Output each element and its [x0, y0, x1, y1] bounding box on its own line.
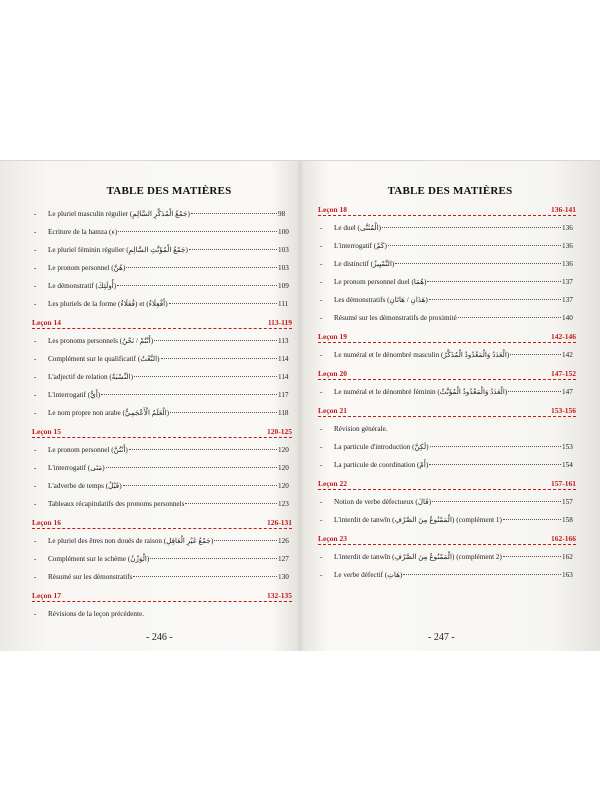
right-page	[318, 185, 576, 584]
entry-page-number: 153	[562, 443, 573, 451]
entry-page-number: 123	[278, 500, 289, 508]
lesson-label: Leçon 14	[32, 318, 61, 327]
entry-title: Le pronom personnel (أَنْتُنَّ)	[48, 446, 128, 454]
toc-entry	[318, 566, 576, 584]
lesson-header	[318, 406, 576, 417]
toc-entry	[32, 205, 292, 223]
toc-entry	[32, 332, 292, 350]
entry-title: Le numéral et le dénombré féminin (الْعَدَدُ وَالْمَعْدُودُ الْمُؤَنَّثُ)	[334, 388, 508, 396]
lesson-header	[318, 332, 576, 343]
lesson-label: Leçon 15	[32, 427, 61, 436]
entry-bullet: -	[34, 337, 37, 345]
entry-title: Les démonstratifs (هَذَانِ / هَاتَانِ)	[334, 296, 428, 304]
entry-title: Le pronom personnel (هُنَّ)	[48, 264, 126, 272]
entry-bullet: -	[320, 498, 323, 506]
lesson-page-range: 126-131	[267, 518, 292, 527]
dot-leader	[170, 412, 277, 413]
entry-title: Résumé sur les démonstratifs	[48, 573, 133, 581]
entry-title: Les pronoms personnels (أَنْتُمْ / نَحْنُ)	[48, 337, 154, 345]
entry-bullet: -	[34, 464, 37, 472]
toc-entry	[318, 291, 576, 309]
entry-title: Le distinctif (التَّمْيِيزُ)	[334, 260, 395, 268]
entry-title: Révision générale.	[334, 425, 388, 433]
entry-bullet: -	[34, 537, 37, 545]
entry-title: Résumé sur les démonstratifs de proximité	[334, 314, 457, 322]
entry-title: Ecriture de la hamza (ء)	[48, 228, 118, 236]
entry-page-number: 114	[278, 355, 289, 363]
toc-entry	[318, 219, 576, 237]
entry-title: Le duel (الْمُثَنَّى)	[334, 224, 382, 232]
toc-entry	[32, 241, 292, 259]
entry-title: Tableaux récapitulatifs des pronoms personnels	[48, 500, 185, 508]
entry-page-number: 120	[278, 482, 289, 490]
entry-page-number: 158	[562, 516, 573, 524]
entry-page-number: 140	[562, 314, 573, 322]
toc-entry	[318, 273, 576, 291]
entry-page-number: 120	[278, 446, 289, 454]
entry-page-number: 114	[278, 373, 289, 381]
entry-title: Les pluriels de la forme (فُعَلَاءُ) et (أَفْعِلَاءُ)	[48, 300, 168, 308]
entry-bullet: -	[34, 391, 37, 399]
dot-leader	[133, 576, 277, 577]
entry-bullet: -	[34, 228, 37, 236]
dot-leader	[503, 519, 561, 520]
lesson-label: Leçon 18	[318, 205, 347, 214]
dot-leader	[403, 574, 561, 575]
toc-entry	[318, 511, 576, 529]
right-page-title: TABLE DES MATIÈRES	[387, 185, 513, 197]
entry-page-number: 137	[562, 296, 573, 304]
dot-leader	[510, 354, 561, 355]
entry-title: Complément sur le qualificatif (النَّعْتُ)	[48, 355, 160, 363]
entry-bullet: -	[320, 553, 323, 561]
lesson-label: Leçon 17	[32, 591, 61, 600]
left-page	[32, 185, 292, 623]
left-page-title: TABLE DES MATIÈRES	[106, 185, 232, 197]
lesson-page-range: 120-125	[267, 427, 292, 436]
entry-page-number: 136	[562, 242, 573, 250]
dot-leader	[123, 485, 277, 486]
lesson-label: Leçon 20	[318, 369, 347, 378]
lesson-page-range: 132-135	[267, 591, 292, 600]
lesson-header	[318, 369, 576, 380]
entry-page-number: 130	[278, 573, 289, 581]
dot-leader	[388, 245, 561, 246]
toc-entry	[32, 259, 292, 277]
entry-title: La particule d'introduction (لَكِنَّ)	[334, 443, 429, 451]
dot-leader	[429, 299, 561, 300]
dot-leader	[432, 501, 561, 502]
toc-entry	[318, 309, 576, 327]
entry-bullet: -	[320, 314, 323, 322]
lesson-label: Leçon 19	[318, 332, 347, 341]
entry-title: Le pronom personnel duel (هُمَا)	[334, 278, 427, 286]
dot-leader	[150, 558, 277, 559]
entry-page-number: 127	[278, 555, 289, 563]
entry-title: Le nom propre non arabe (الْعَلَمُ الْأَعْجَمِيُّ)	[48, 409, 170, 417]
entry-bullet: -	[34, 610, 37, 618]
entry-bullet: -	[320, 260, 323, 268]
dot-leader	[169, 303, 277, 304]
entry-title: Notion de verbe défectueux (قَالَ)	[334, 498, 432, 506]
entry-bullet: -	[34, 264, 37, 272]
entry-title: Le démonstratif (أُولَئِكَ)	[48, 282, 117, 290]
toc-entry	[32, 568, 292, 586]
dot-leader	[382, 227, 561, 228]
entry-bullet: -	[34, 246, 37, 254]
entry-bullet: -	[320, 296, 323, 304]
lesson-header	[32, 518, 292, 529]
entry-title: L'interrogatif (مَتَى)	[48, 464, 105, 472]
entry-page-number: 163	[562, 571, 573, 579]
entry-title: La particule de coordination (أَمْ)	[334, 461, 429, 469]
entry-page-number: 136	[562, 260, 573, 268]
dot-leader	[106, 467, 277, 468]
entry-title: L'adjectif de relation (النِّسْبَةُ)	[48, 373, 133, 381]
entry-bullet: -	[320, 242, 323, 250]
dot-leader	[134, 376, 277, 377]
entry-page-number: 142	[562, 351, 573, 359]
entry-page-number: 103	[278, 264, 289, 272]
entry-bullet: -	[320, 351, 323, 359]
entry-page-number: 117	[278, 391, 289, 399]
dot-leader	[101, 394, 277, 395]
toc-entry	[32, 605, 292, 623]
entry-bullet: -	[34, 300, 37, 308]
toc-entry	[318, 346, 576, 364]
lesson-label: Leçon 16	[32, 518, 61, 527]
dot-leader	[427, 281, 561, 282]
entry-page-number: 111	[278, 300, 289, 308]
entry-page-number: 136	[562, 224, 573, 232]
dot-leader	[191, 213, 277, 214]
toc-entry	[318, 237, 576, 255]
entry-page-number: 103	[278, 246, 289, 254]
entry-bullet: -	[320, 278, 323, 286]
entry-page-number: 157	[562, 498, 573, 506]
lesson-page-range: 147-152	[551, 369, 576, 378]
toc-entry	[32, 295, 292, 313]
entry-bullet: -	[34, 500, 37, 508]
lesson-page-range: 157-161	[551, 479, 576, 488]
entry-bullet: -	[320, 224, 323, 232]
entry-title: L'interdit de tanwîn (الْمَمْنُوعُ مِنَ الصَّرْفِ) (complément 1)	[334, 516, 502, 524]
entry-page-number: 113	[278, 337, 289, 345]
lesson-page-range: 136-141	[551, 205, 576, 214]
dot-leader	[503, 556, 561, 557]
right-page-number: - 247 -	[428, 632, 455, 643]
toc-entry	[318, 456, 576, 474]
dot-leader	[161, 358, 277, 359]
lesson-page-range: 153-156	[551, 406, 576, 415]
lesson-header	[32, 427, 292, 438]
entry-page-number: 126	[278, 537, 289, 545]
dot-leader	[185, 503, 277, 504]
dot-leader	[395, 263, 561, 264]
entry-page-number: 109	[278, 282, 289, 290]
entry-bullet: -	[320, 571, 323, 579]
entry-title: Le pluriel des êtres non doués de raison (جَمْعُ غَيْرِ الْعَاقِلِ)	[48, 537, 214, 545]
left-toc-list	[32, 205, 292, 623]
dot-leader	[458, 317, 561, 318]
lesson-header	[318, 534, 576, 545]
right-toc-list	[318, 205, 576, 584]
entry-title: Le verbe défectif (هَاتِ)	[334, 571, 403, 579]
entry-bullet: -	[320, 461, 323, 469]
dot-leader	[429, 464, 561, 465]
lesson-header	[32, 318, 292, 329]
entry-bullet: -	[320, 516, 323, 524]
toc-entry	[32, 404, 292, 422]
entry-page-number: 162	[562, 553, 573, 561]
lesson-page-range: 113-119	[267, 318, 292, 327]
dot-leader	[430, 446, 561, 447]
dot-leader	[508, 391, 561, 392]
entry-title: Le pluriel masculin régulier (جَمْعُ الْمُذَكَّرِ السَّالِمِ)	[48, 210, 190, 218]
dot-leader	[117, 285, 277, 286]
dot-leader	[129, 449, 277, 450]
entry-bullet: -	[34, 555, 37, 563]
toc-entry	[318, 438, 576, 456]
entry-bullet: -	[34, 446, 37, 454]
entry-title: Révisions de la leçon précédente.	[48, 610, 144, 618]
entry-title: L'interdit de tanwîn (الْمَمْنُوعُ مِنَ الصَّرْفِ) (complément 2)	[334, 553, 502, 561]
entry-page-number: 100	[278, 228, 289, 236]
entry-title: L'interrogatif (أَيُّ)	[48, 391, 101, 399]
entry-bullet: -	[34, 355, 37, 363]
entry-page-number: 98	[278, 210, 286, 218]
entry-bullet: -	[34, 409, 37, 417]
toc-entry	[32, 386, 292, 404]
entry-bullet: -	[34, 373, 37, 381]
entry-title: L'adverbe de temps (قَبْلُ)	[48, 482, 122, 490]
toc-entry	[318, 255, 576, 273]
left-page-number: - 246 -	[146, 632, 173, 643]
toc-entry	[32, 223, 292, 241]
toc-entry	[318, 383, 576, 401]
entry-title: Le numéral et le dénombré masculin (الْعَدَدُ وَالْمَعْدُودُ الْمُذَكَّرُ)	[334, 351, 510, 359]
lesson-header	[318, 479, 576, 490]
entry-bullet: -	[320, 425, 323, 433]
toc-entry	[32, 368, 292, 386]
lesson-header	[318, 205, 576, 216]
entry-bullet: -	[320, 388, 323, 396]
entry-bullet: -	[34, 482, 37, 490]
toc-entry	[32, 495, 292, 513]
toc-entry	[32, 441, 292, 459]
entry-title: L'interrogatif (كَمْ)	[334, 242, 387, 250]
entry-page-number: 137	[562, 278, 573, 286]
entry-page-number: 147	[562, 388, 573, 396]
lesson-page-range: 142-146	[551, 332, 576, 341]
dot-leader	[214, 540, 277, 541]
lesson-page-range: 162-166	[551, 534, 576, 543]
dot-leader	[118, 231, 277, 232]
toc-entry	[32, 277, 292, 295]
toc-entry	[318, 493, 576, 511]
entry-title: Le pluriel féminin régulier (جَمْعُ الْمُؤَنَّثِ السَّالِمِ)	[48, 246, 188, 254]
dot-leader	[154, 340, 277, 341]
toc-entry	[32, 350, 292, 368]
entry-bullet: -	[320, 443, 323, 451]
toc-entry	[32, 477, 292, 495]
lesson-label: Leçon 23	[318, 534, 347, 543]
dot-leader	[126, 267, 277, 268]
toc-entry	[318, 548, 576, 566]
lesson-label: Leçon 22	[318, 479, 347, 488]
entry-page-number: 120	[278, 464, 289, 472]
entry-title: Complément sur le schème (الْوَزْنُ)	[48, 555, 150, 563]
entry-page-number: 118	[278, 409, 289, 417]
lesson-header	[32, 591, 292, 602]
entry-bullet: -	[34, 573, 37, 581]
entry-bullet: -	[34, 282, 37, 290]
toc-entry	[32, 459, 292, 477]
toc-entry	[32, 550, 292, 568]
dot-leader	[189, 249, 277, 250]
toc-entry	[32, 532, 292, 550]
lesson-label: Leçon 21	[318, 406, 347, 415]
toc-entry	[318, 420, 576, 438]
entry-page-number: 154	[562, 461, 573, 469]
entry-bullet: -	[34, 210, 37, 218]
